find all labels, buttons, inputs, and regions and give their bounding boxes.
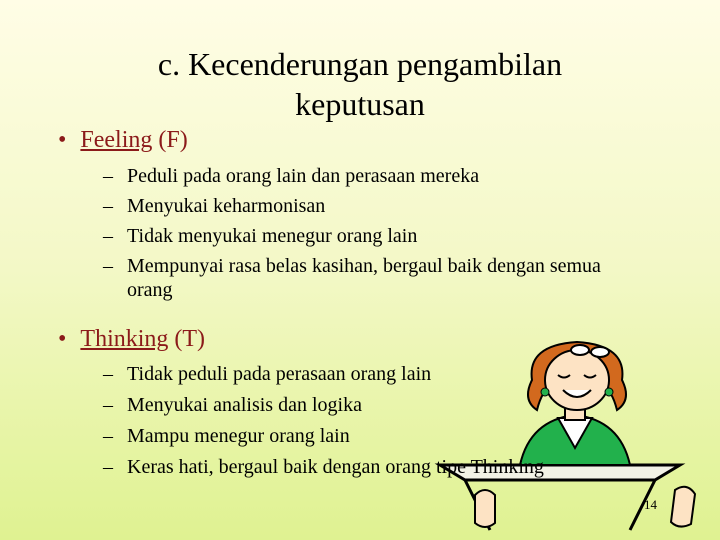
bullet-dot: • bbox=[58, 326, 67, 352]
list-item bbox=[103, 455, 663, 479]
title-line-2: keputusan bbox=[295, 86, 425, 122]
feeling-list bbox=[103, 164, 663, 302]
list-item-text: Keras hati, bergaul baik dengan orang tipe Thinking bbox=[127, 456, 544, 478]
list-item-text: Tidak peduli pada perasaan orang lain bbox=[127, 363, 432, 385]
bullet-thinking bbox=[58, 325, 205, 353]
list-item bbox=[103, 224, 663, 248]
list-item bbox=[103, 164, 663, 188]
page-number: 14 bbox=[644, 497, 657, 512]
dash-marker: – bbox=[103, 394, 113, 416]
title-line-1: c. Kecenderungan pengambilan bbox=[157, 46, 563, 82]
thinking-list bbox=[103, 362, 663, 479]
list-item-text: Tidak menyukai menegur orang lain bbox=[127, 225, 418, 247]
bullet-feeling bbox=[58, 126, 188, 154]
thinking-term: Thinking bbox=[80, 326, 169, 352]
list-item-text: Peduli pada orang lain dan perasaan mereka bbox=[127, 165, 480, 187]
list-item-text: Mempunyai rasa belas kasihan, bergaul baik dengan semua orang bbox=[127, 255, 601, 301]
feeling-term: Feeling bbox=[80, 127, 153, 153]
dash-marker: – bbox=[103, 425, 113, 447]
list-item-text: Mampu menegur orang lain bbox=[127, 425, 350, 447]
dash-marker: – bbox=[103, 195, 113, 217]
bullet-dot: • bbox=[58, 127, 67, 153]
list-item bbox=[103, 194, 663, 218]
slide-title bbox=[130, 44, 590, 124]
list-item-text: Menyukai analisis dan logika bbox=[127, 394, 362, 416]
list-item-text: Menyukai keharmonisan bbox=[127, 195, 326, 217]
list-item bbox=[103, 393, 663, 417]
feeling-abbr: (F) bbox=[152, 127, 188, 153]
dash-marker: – bbox=[103, 363, 113, 385]
dash-marker: – bbox=[103, 225, 113, 247]
dash-marker: – bbox=[103, 165, 113, 187]
list-item bbox=[103, 254, 663, 302]
list-item bbox=[103, 424, 663, 448]
list-item bbox=[103, 362, 663, 386]
dash-marker: – bbox=[103, 456, 113, 478]
thinking-abbr: (T) bbox=[168, 326, 206, 352]
dash-marker: – bbox=[103, 255, 113, 277]
